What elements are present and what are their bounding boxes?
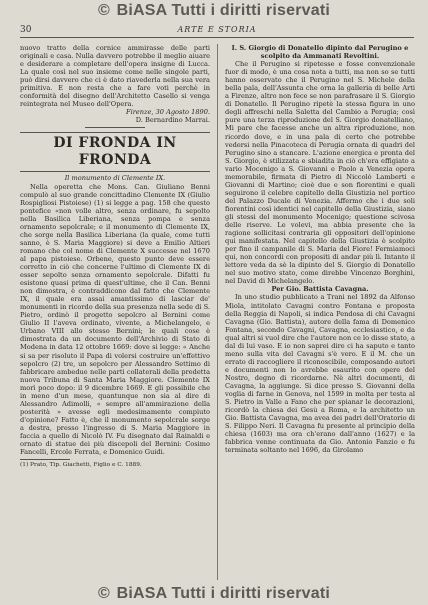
article-date: Firenze, 30 Agosto 1890. bbox=[126, 108, 210, 117]
running-head: ARTE E STORIA bbox=[177, 25, 257, 34]
copyright-logo-icon: © bbox=[98, 2, 110, 19]
column-divider bbox=[217, 44, 218, 580]
right-column bbox=[225, 44, 415, 584]
right-body-1: Che il Perugino si ripetesse e fosse convenzionale fuor di modo, è una cosa nota a tutti, ma non so se tutti hanno osservato che il Perugino nel S. Michele della bella pala, dell'Assunta che orna la galleria di belle Arti a Firenze, altro non fece se non parafrasare il S. Giorgio di Donatello. Il Perugino ripetè la stessa figura in uno degli affreschi nella Saletta del Cambio a Perugia; così pure una terza riproduzione del S. Giorgio donatelliano, Mi pare che facesse anche un altra riproduzione, non ricordo dove, e in una pala di certo che potrebbe vedersi nella Pinacoteca di Perugia ornata di quadri del Perugino sino a stancare. L'azione energica e pronta del S. Giorgio, è stilizzata e sbiadita in ciò ch'era effigiato a vario Mocenigo a S. Giovanni e Paolo a Venezia opera memorabile, firmata di Pietro di Niccolò Lamberti e Giovanni di Martino; cioè due e son fiorentini e quali seguirono il celebre capitello della Giustizia nel portico del Palazzo Ducale di Venezia. Affermo che i due soli fiorentini così identici nel capitello della Giustizia, siano gli stessi del monumento Mocenigo; questione scivosa delle riserve. Le volevi, ma abbia presente che la ragione sollicitasi contraria gli oppositori dell'opinione qui manifestata. Nel capitello della Giustizia è scolpito per fino il campanile di S. Maria del Fiore! Fermiamoci qui, non concordi con propositi di andar più lì. Intanto il lettore veda da sè la dipinto del S. Giorgio di Donatello nel suo motivo stato, come direbbe Vincenzo Borghini, nel David di Michelangelo. bbox=[225, 60, 415, 286]
section-subtitle: Il monumento di Clemente IX. bbox=[64, 174, 166, 183]
right-subheading: Per Gio. Battista Cavagna. bbox=[271, 285, 369, 294]
watermark-text-bottom: BiASA Tutti i diritti riservati bbox=[116, 585, 330, 602]
page-number: 30 bbox=[20, 25, 32, 35]
footnote: (1) Prato, Tip. Giachetti, Figlio e C. 1889. bbox=[20, 462, 142, 469]
article-continuation: nuovo tratto della cornice ammirasse delle parti originali e casa. Nulla davvero potrebbe il meglio aiuare e desiderare a completare dell'opera insigne di Lucca. La quale così nel suo insieme come nelle singole parti, può dirsi davvero che ci è dato riavederla nella sua vera primitiva. E non resta che a fare voti perchè in conformità del disegno dell'Architetto Casello si venga reintegrata nel Museo dell'Opera. bbox=[20, 44, 210, 109]
copyright-logo-icon-bottom: © bbox=[98, 585, 110, 602]
footnote-rule bbox=[20, 459, 70, 460]
header-rule bbox=[20, 37, 414, 38]
section-body: Nella operetta che Mons. Can. Giuliano Benni compulò al suo grande concittadino Clemente IX (Giulio Rospigliosi Pistoiese) (1) si legge a pag. 158 che questo pontefice «non volle altro, senza ordinare, fu sepolto nella Basilica Liberiana, senza pompa e senza ornamento sepolcrale; e il monumento di Clemente IX, che sorge nella Basilica Liberiana (la quale, come tutti sanno, è S. Maria Maggiore) si deve a Emilio Altieri romano che col nome di Clemente X successe nel 1670 al papa pistoiese. Orbene, questo punto deve essere corretto in ciò che concerne l'ultimo di Clemente IX di esser sepolto senza ornamento sepolcrale. Difatti fu esistono quasi prima di quest'ultime, che il Can. Benni non dimostra, è contraddicono dal fatto che Clemente IX, il quale era assai amantissimo di lasciar de' monumenti in ricordo della sua presenza nella sede di S. Pietro, ordinò il progetto sepolcro al Bernini come Giulio II l'aveva ordinato, vivente, a Michelangelo, e Urbano VIII allo stesso Bernini; le quali cose è dimostrata da un documento dell'Archivio di Stato di Modena in data 12 ottobre 1669: dove si legge: « Anche si sa per risoluto il Papa di volersi costruire un'effettivo sepolcro (2) tre, un sepolcro per Alessandro Settimo di fabbricare ambedue nelle parti collaterali della predetta nuova Tribuna di Santa Maria Maggiore. Clemente IX morì poco dopo: il 9 dicembre 1669. E gli possibile che in meno d'un mese, quantunque non sia al dire di Alessandro Adimolli, « sempre all'ammirazione della posterità » avesse egli medesimamente compiuto d'opinione? Fatto è, che il monumento sepolcrale sorge a destra, presso l'ingresso di S. Maria Maggiore in faccia a quello di Nicolò IV. Fu disegnato dal Rainaldi e ornato di statue dei più discepoli del Bernini: Cosimo Fancelli, Ercole Ferrata, e Domenico Guidi. bbox=[20, 182, 210, 457]
watermark-top bbox=[0, 2, 428, 20]
right-body-2: In uno studio pubblicato a Trani nel 1892 da Alfonso Miola, intitolato Cavagni contro Fontana e proposta della Reggia di Napoli, si indica Pendosa di chi Cavagni Cavagna (Gio. Battista), autore della fama di Domenico Fontana, secondo Cavagni, Cavagna, ecclesiastico, e da qual altri si vuol dire che l'autore non ce lo disse stato, a dal di lui vaso. E io non saprei dire ci ha saputo e tanto meno sulla vita del Cavagni s'è vero. E il M. che un errato di raccogliere il riconoscibile, composando autori e documenti non lo avrebbe esaurito con opere del Nostro, degno di ricordarne. Nè altri documenti, di Cavagna, la aggiunge. Si dice presso S. Giovanni della voglia di farne in Genova, nel 1599 in molta per testa al S. Pietro in Valle a Fano che per spianar le decorazioni, ricordò la chiesa dei Gesù a Roma, e la architetto un Gio. Battista Cavagna, ma avea dei padri dell'Oratorio di S. Filippo Neri. Il Cavagna fu presente al principio della chiesa (1603) ma ora ch'erano dall'anno (1627) e la fabbrica venne continuata da Gio. Antonio Fanzio e fu terminata soltanto nel 1696, da Girolamo bbox=[225, 293, 415, 455]
right-heading: I. S. Giorgio di Donatello dipinto dal Perugino e scolpito da Ammanati Revoltini. bbox=[231, 44, 409, 61]
watermark-text: BiASA Tutti i diritti riservati bbox=[116, 2, 330, 19]
article-author: D. Bernardino Marrai. bbox=[135, 116, 210, 125]
left-column bbox=[20, 44, 210, 584]
section-divider bbox=[85, 127, 145, 128]
page-header bbox=[20, 23, 414, 37]
watermark-bottom bbox=[0, 585, 428, 603]
section-title: DI FRONDA IN FRONDA bbox=[20, 132, 210, 172]
